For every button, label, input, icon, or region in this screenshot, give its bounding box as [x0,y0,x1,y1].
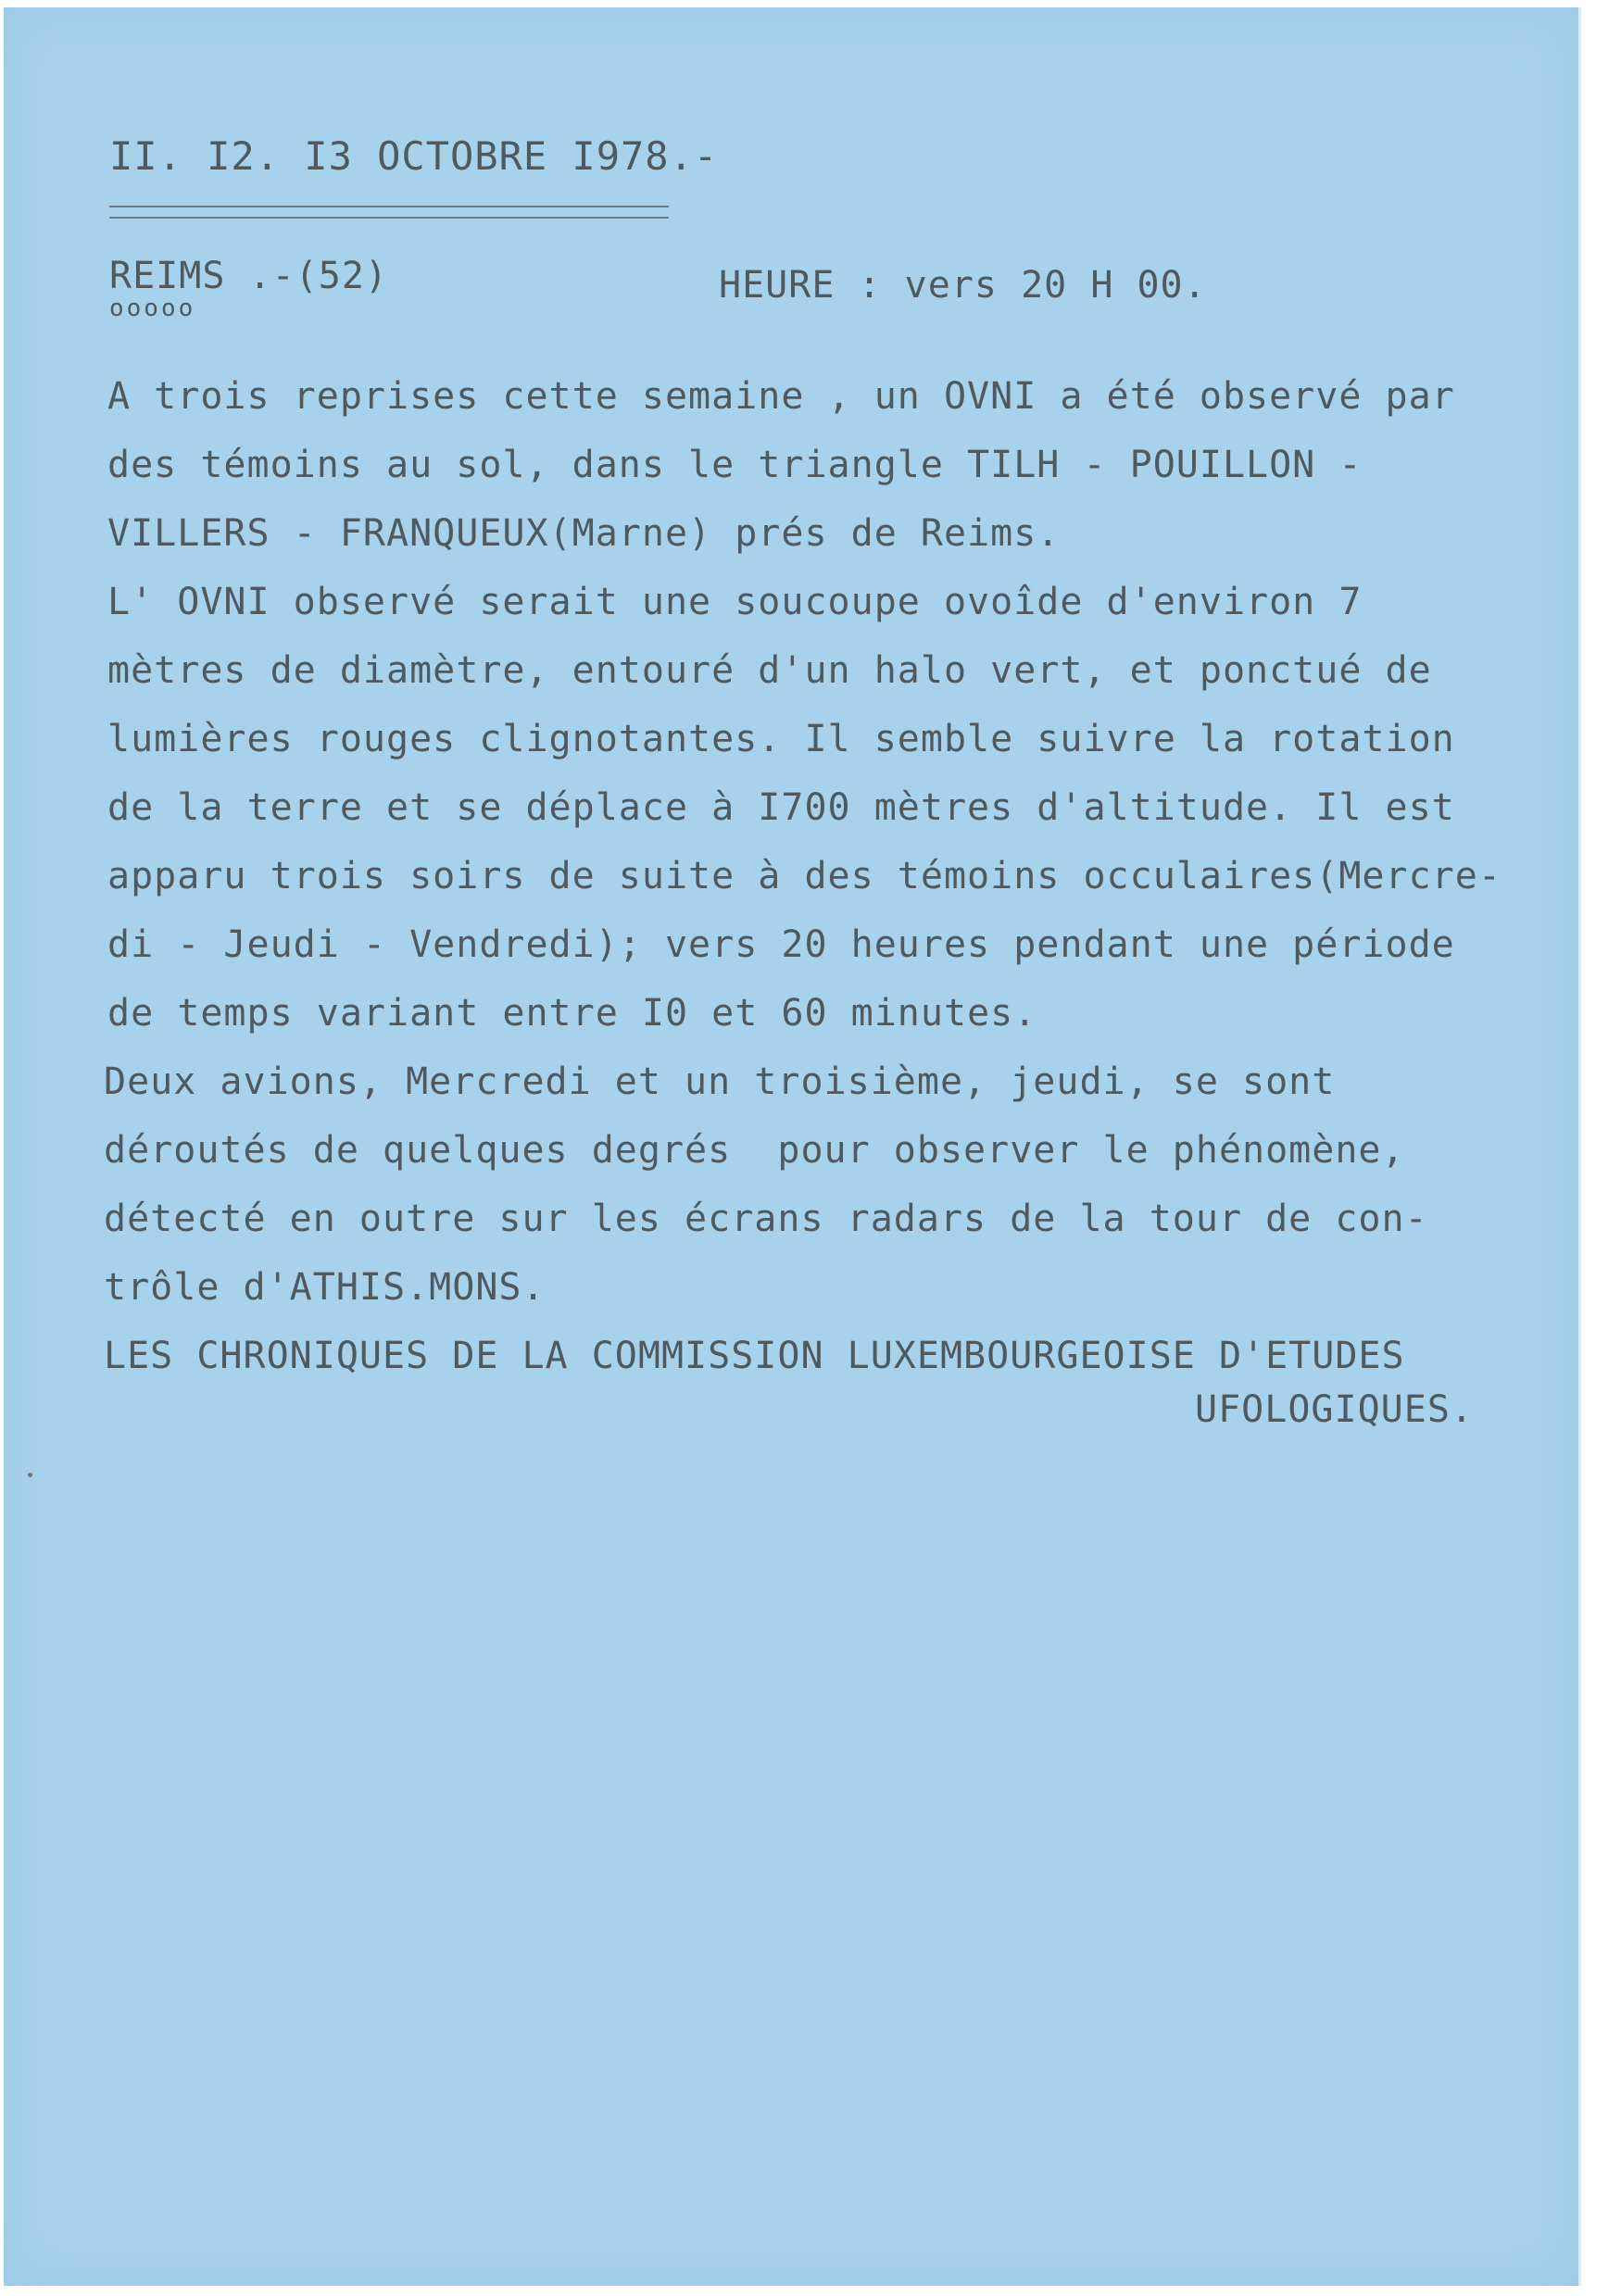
body-line-2: des témoins au sol, dans le triangle TILH - POUILLON - [107,444,1363,486]
body-line-8: apparu trois soirs de suite à des témoins occulaires(Mercre- [107,855,1502,897]
body-line-13: détecté en outre sur les écrans radars de la tour de con- [104,1198,1428,1240]
body-line-6: lumières rouges clignotantes. Il semble suivre la rotation [107,718,1455,760]
place-label: REIMS .-(52) [109,255,388,297]
source-line-1: LES CHRONIQUES DE LA COMMISSION LUXEMBOURGEOISE D'ETUDES [104,1335,1405,1377]
place-underline: ooooo [109,295,196,322]
paper-speck [28,1473,32,1477]
body-line-14: trôle d'ATHIS.MONS. [104,1266,546,1309]
body-line-4: L' OVNI observé serait une soucoupe ovoîde d'environ 7 [107,581,1363,623]
body-line-9: di - Jeudi - Vendredi); vers 20 heures pendant une période [107,923,1455,966]
paper-edge [1578,7,1581,2286]
body-line-11: Deux avions, Mercredi et un troisième, jeudi, se sont [104,1060,1336,1103]
time-label: HEURE : vers 20 H 00. [719,264,1207,307]
body-line-7: de la terre et se déplace à I700 mètres d'altitude. Il est [107,786,1455,829]
body-line-10: de temps variant entre I0 et 60 minutes. [107,992,1037,1035]
heading-underline [109,206,669,219]
body-line-3: VILLERS - FRANQUEUX(Marne) prés de Reims. [107,512,1061,555]
body-line-5: mètres de diamètre, entouré d'un halo vert, et ponctué de [107,649,1432,692]
body-line-1: A trois reprises cette semaine , un OVNI a été observé par [107,375,1455,418]
body-line-12: déroutés de quelques degrés pour observer le phénomène, [104,1129,1405,1172]
source-line-2: UFOLOGIQUES. [1195,1388,1474,1431]
date-heading: II. I2. I3 OCTOBRE I978.- [109,133,719,179]
